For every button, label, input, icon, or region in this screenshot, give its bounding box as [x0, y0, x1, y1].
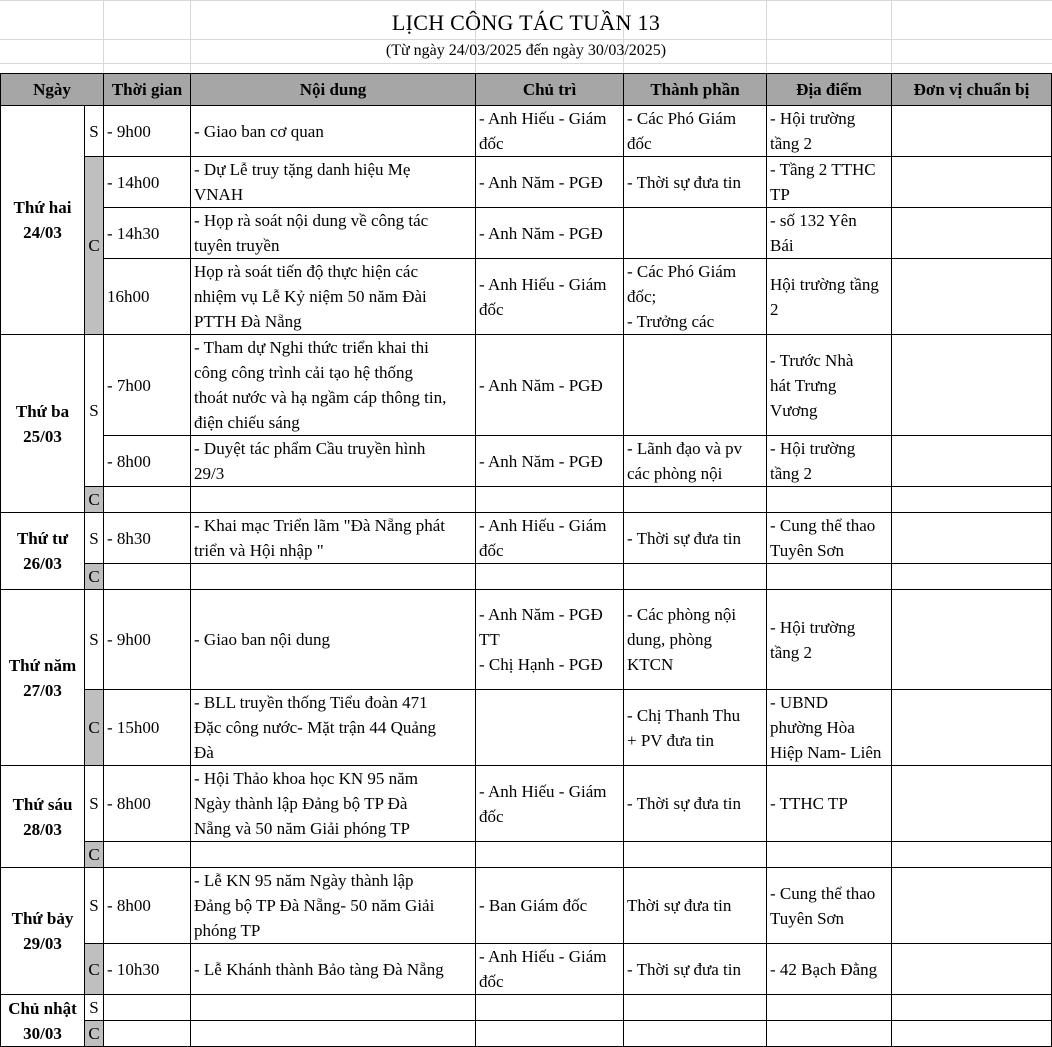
- chair-cell[interactable]: [476, 259, 624, 335]
- table-row-empty: [1, 564, 1052, 590]
- participants-line: - Lãnh đạo và pv: [627, 439, 743, 458]
- time-cell[interactable]: - 7h00: [104, 335, 191, 436]
- location-line: tầng 2: [770, 642, 813, 662]
- day-cell[interactable]: [1, 995, 85, 1047]
- chair-line: - Anh Năm - PGĐ: [479, 605, 603, 624]
- day-name: Thứ ba: [15, 401, 70, 421]
- participants-line: KTCN: [627, 655, 674, 674]
- participants-cell[interactable]: [624, 564, 767, 590]
- participants-line: - Các Phó Giám: [627, 109, 737, 128]
- gridline: [0, 39, 1052, 40]
- day-name: Thứ tư: [16, 529, 69, 548]
- content-cell[interactable]: [191, 842, 476, 868]
- table-row: [1, 766, 1052, 842]
- chair-line: TT: [479, 630, 500, 649]
- prep-cell[interactable]: [892, 995, 1052, 1021]
- participants-cell[interactable]: [624, 259, 767, 335]
- day-name: Chủ nhật: [8, 998, 77, 1018]
- day-date: 28/03: [23, 819, 62, 839]
- table-row: [1, 157, 1052, 208]
- chair-line: - Anh Hiếu - Giám: [479, 274, 607, 294]
- location-cell[interactable]: [767, 842, 892, 868]
- col-header-prep[interactable]: Đơn vị chuẩn bị: [892, 74, 1052, 106]
- content-line: thoát nước và hạ ngầm cáp thông tin,: [194, 388, 447, 407]
- day-cell[interactable]: [1, 335, 85, 513]
- time-cell[interactable]: [104, 1021, 191, 1047]
- location-cell[interactable]: [767, 208, 892, 259]
- content-cell[interactable]: [191, 259, 476, 335]
- participants-line: đốc;: [627, 287, 657, 306]
- content-line: - BLL truyền thống Tiểu đoàn 471: [194, 693, 428, 712]
- participants-line: - Thời sự đưa tin: [627, 172, 741, 192]
- chair-cell[interactable]: [476, 208, 624, 259]
- table-row-empty: [1, 487, 1052, 513]
- content-line: - Họp rà soát nội dung về công tác: [194, 211, 429, 230]
- table-row: [1, 513, 1052, 564]
- session-afternoon[interactable]: C: [85, 487, 104, 513]
- content-line: Đảng bộ TP Đà Nẵng- 50 năm Giải: [194, 896, 435, 915]
- session-morning[interactable]: S: [85, 590, 104, 690]
- table-row: [1, 590, 1052, 690]
- time-cell[interactable]: - 8h00: [104, 868, 191, 944]
- participants-line: - Thời sự đưa tin: [627, 528, 741, 548]
- location-cell[interactable]: [767, 690, 892, 766]
- chair-line: - Anh Hiếu - Giám: [479, 516, 607, 535]
- content-line: VNAH: [194, 185, 244, 204]
- session-afternoon[interactable]: C: [85, 157, 104, 335]
- session-afternoon[interactable]: C: [85, 690, 104, 766]
- prep-cell[interactable]: [892, 564, 1052, 590]
- content-line: - Lễ Khánh thành Bảo tàng Đà Nẵng: [194, 959, 444, 979]
- participants-line: - Các Phó Giám: [627, 262, 737, 281]
- table-row: [1, 259, 1052, 335]
- time-cell[interactable]: - 14h30: [104, 208, 191, 259]
- chair-line: - Anh Năm - PGĐ: [479, 172, 603, 192]
- chair-line: đốc: [479, 299, 504, 319]
- content-cell[interactable]: [191, 564, 476, 590]
- participants-cell[interactable]: [624, 487, 767, 513]
- prep-cell[interactable]: [892, 513, 1052, 564]
- content-line: công công trình cải tạo hệ thống: [194, 363, 414, 382]
- location-line: Tuyên Sơn: [770, 908, 845, 928]
- participants-cell[interactable]: [624, 106, 767, 157]
- time-cell[interactable]: - 10h30: [104, 944, 191, 995]
- location-line: Vương: [770, 400, 818, 420]
- content-cell[interactable]: [191, 335, 476, 436]
- participants-line: - Thời sự đưa tin: [627, 959, 741, 979]
- location-cell[interactable]: [767, 436, 892, 487]
- participants-line: dung, phòng: [627, 630, 712, 649]
- content-cell[interactable]: [191, 487, 476, 513]
- table-row-empty: [1, 842, 1052, 868]
- location-line: - số 132 Yên: [770, 211, 857, 230]
- location-line: hát Trưng: [770, 375, 837, 395]
- content-cell[interactable]: [191, 944, 476, 995]
- time-cell[interactable]: - 14h00: [104, 157, 191, 208]
- content-cell[interactable]: [191, 208, 476, 259]
- chair-line: - Ban Giám đốc: [479, 896, 588, 915]
- prep-cell[interactable]: [892, 436, 1052, 487]
- page-title: LỊCH CÔNG TÁC TUẦN 13: [391, 10, 661, 35]
- chair-cell[interactable]: [476, 690, 624, 766]
- chair-cell[interactable]: [476, 564, 624, 590]
- prep-cell[interactable]: [892, 944, 1052, 995]
- chair-line: - Anh Hiếu - Giám: [479, 947, 607, 966]
- content-line: - Hội Thảo khoa học KN 95 năm: [194, 769, 418, 788]
- content-line: phóng TP: [194, 921, 261, 940]
- participants-line: + PV đưa tin: [627, 730, 714, 750]
- participants-cell[interactable]: [624, 868, 767, 944]
- table-row: [1, 690, 1052, 766]
- chair-cell[interactable]: [476, 1021, 624, 1047]
- session-morning[interactable]: S: [85, 106, 104, 157]
- location-cell[interactable]: [767, 157, 892, 208]
- participants-cell[interactable]: [624, 335, 767, 436]
- chair-cell[interactable]: [476, 590, 624, 690]
- table-row: [1, 944, 1052, 995]
- time-cell[interactable]: 16h00: [104, 259, 191, 335]
- col-header-participants[interactable]: Thành phần: [624, 74, 767, 106]
- participants-cell[interactable]: [624, 590, 767, 690]
- header-row: [1, 74, 1052, 106]
- chair-cell[interactable]: [476, 106, 624, 157]
- session-afternoon[interactable]: C: [85, 944, 104, 995]
- participants-cell[interactable]: [624, 436, 767, 487]
- day-cell[interactable]: [1, 590, 85, 766]
- content-line: - Tham dự Nghi thức triển khai thi: [194, 338, 429, 357]
- prep-cell[interactable]: [892, 766, 1052, 842]
- location-line: Bái: [770, 236, 794, 255]
- session-morning[interactable]: S: [85, 868, 104, 944]
- day-date: 26/03: [23, 554, 62, 573]
- page-subtitle: (Từ ngày 24/03/2025 đến ngày 30/03/2025): [385, 42, 667, 59]
- content-line: PTTH Đà Nẵng: [194, 312, 302, 331]
- table-row: [1, 436, 1052, 487]
- location-cell[interactable]: [767, 944, 892, 995]
- location-cell[interactable]: [767, 564, 892, 590]
- content-cell[interactable]: [191, 995, 476, 1021]
- location-line: - UBND: [770, 693, 829, 712]
- location-line: - Hội trường: [770, 439, 856, 458]
- participants-cell[interactable]: [624, 690, 767, 766]
- table-row: [1, 106, 1052, 157]
- participants-line: - Chị Thanh Thu: [627, 705, 741, 725]
- chair-line: - Anh Năm - PGĐ: [479, 223, 603, 243]
- table-row-empty: [1, 1021, 1052, 1047]
- time-cell[interactable]: - 9h00: [104, 106, 191, 157]
- time-cell[interactable]: - 8h00: [104, 766, 191, 842]
- content-cell[interactable]: [191, 766, 476, 842]
- location-cell[interactable]: [767, 995, 892, 1021]
- chair-cell[interactable]: [476, 766, 624, 842]
- location-line: Tuyên Sơn: [770, 541, 845, 560]
- participants-cell[interactable]: [624, 513, 767, 564]
- content-line: - Giao ban nội dung: [194, 630, 330, 649]
- content-line: - Lễ KN 95 năm Ngày thành lập: [194, 871, 414, 890]
- participants-cell[interactable]: [624, 157, 767, 208]
- chair-line: đốc: [479, 806, 504, 826]
- day-name: Thứ hai: [13, 198, 72, 217]
- location-line: - Tầng 2 TTHC: [770, 160, 876, 179]
- content-cell[interactable]: [191, 1021, 476, 1047]
- table-row: [1, 208, 1052, 259]
- chair-cell[interactable]: [476, 157, 624, 208]
- prep-cell[interactable]: [892, 842, 1052, 868]
- day-date: 27/03: [23, 680, 62, 700]
- prep-cell[interactable]: [892, 590, 1052, 690]
- chair-line: đốc: [479, 134, 504, 153]
- chair-cell[interactable]: [476, 944, 624, 995]
- location-cell[interactable]: [767, 335, 892, 436]
- location-cell[interactable]: [767, 487, 892, 513]
- prep-cell[interactable]: [892, 157, 1052, 208]
- day-date: 24/03: [23, 223, 62, 242]
- time-cell[interactable]: - 9h00: [104, 590, 191, 690]
- location-cell[interactable]: [767, 513, 892, 564]
- participants-line: đốc: [627, 134, 652, 153]
- day-date: 25/03: [23, 426, 62, 446]
- content-line: 29/3: [194, 464, 225, 483]
- content-line: Đà: [194, 743, 214, 762]
- col-header-chair[interactable]: Chủ trì: [476, 74, 624, 106]
- content-cell[interactable]: [191, 436, 476, 487]
- participants-cell[interactable]: [624, 842, 767, 868]
- session-morning[interactable]: S: [85, 995, 104, 1021]
- day-cell[interactable]: [1, 106, 85, 335]
- content-line: Ngày thành lập Đảng bộ TP Đà: [194, 794, 408, 813]
- location-line: Hiệp Nam- Liên: [770, 743, 882, 762]
- location-line: - Cung thể thao: [770, 883, 876, 903]
- chair-line: - Anh Năm - PGĐ: [479, 375, 603, 395]
- chair-cell[interactable]: [476, 335, 624, 436]
- prep-cell[interactable]: [892, 335, 1052, 436]
- time-cell[interactable]: - 8h00: [104, 436, 191, 487]
- col-header-time[interactable]: Thời gian: [104, 74, 191, 106]
- prep-cell[interactable]: [892, 868, 1052, 944]
- day-cell[interactable]: [1, 513, 85, 590]
- prep-cell[interactable]: [892, 1021, 1052, 1047]
- table-row: [1, 868, 1052, 944]
- time-cell[interactable]: - 15h00: [104, 690, 191, 766]
- location-line: tầng 2: [770, 464, 813, 483]
- session-morning[interactable]: S: [85, 513, 104, 564]
- content-line: - Duyệt tác phẩm Cầu truyền hình: [194, 439, 426, 458]
- location-line: - Cung thể thao: [770, 516, 876, 535]
- participants-line: các phòng nội: [627, 464, 723, 483]
- col-header-day[interactable]: Ngày: [1, 74, 104, 106]
- participants-cell[interactable]: [624, 208, 767, 259]
- chair-cell[interactable]: [476, 436, 624, 487]
- time-cell[interactable]: [104, 995, 191, 1021]
- content-line: - Dự Lễ truy tặng danh hiệu Mẹ: [194, 160, 411, 179]
- location-line: Hội trường tầng: [770, 274, 879, 294]
- content-cell[interactable]: [191, 690, 476, 766]
- content-line: triển và Hội nhập ": [194, 541, 324, 560]
- chair-cell[interactable]: [476, 995, 624, 1021]
- location-line: phường Hòa: [770, 718, 855, 737]
- content-line: nhiệm vụ Lễ Kỷ niệm 50 năm Đài: [194, 287, 427, 306]
- chair-cell[interactable]: [476, 487, 624, 513]
- location-line: - 42 Bạch Đằng: [770, 959, 878, 979]
- chair-cell[interactable]: [476, 513, 624, 564]
- day-cell[interactable]: [1, 868, 85, 995]
- table-row: [1, 335, 1052, 436]
- content-line: điện chiếu sáng: [194, 413, 300, 432]
- location-cell[interactable]: [767, 106, 892, 157]
- participants-cell[interactable]: [624, 766, 767, 842]
- schedule-table: [0, 73, 1052, 1047]
- content-cell[interactable]: [191, 157, 476, 208]
- content-line: Đặc công nước- Mặt trận 44 Quảng: [194, 718, 436, 737]
- col-header-location[interactable]: Địa điểm: [767, 74, 892, 106]
- chair-line: - Anh Năm - PGĐ: [479, 451, 603, 471]
- content-line: - Giao ban cơ quan: [194, 121, 324, 141]
- gridline: [0, 63, 1052, 64]
- col-header-content[interactable]: Nội dung: [191, 74, 476, 106]
- participants-line: - Trưởng các: [627, 312, 715, 331]
- location-line: TP: [770, 185, 790, 204]
- table-row-empty: [1, 995, 1052, 1021]
- content-line: tuyên truyền: [194, 236, 280, 255]
- content-cell[interactable]: [191, 513, 476, 564]
- day-cell[interactable]: [1, 766, 85, 868]
- prep-cell[interactable]: [892, 106, 1052, 157]
- participants-line: - Thời sự đưa tin: [627, 794, 741, 813]
- day-name: Thứ sáu: [12, 794, 73, 814]
- location-line: - Trước Nhà: [770, 350, 854, 370]
- chair-line: đốc: [479, 541, 504, 560]
- content-cell[interactable]: [191, 106, 476, 157]
- session-morning[interactable]: S: [85, 766, 104, 842]
- prep-cell[interactable]: [892, 208, 1052, 259]
- prep-cell[interactable]: [892, 259, 1052, 335]
- day-date: 30/03: [23, 1023, 62, 1043]
- chair-line: - Anh Hiếu - Giám: [479, 781, 607, 801]
- participants-cell[interactable]: [624, 944, 767, 995]
- session-afternoon[interactable]: C: [85, 564, 104, 590]
- time-cell[interactable]: [104, 564, 191, 590]
- content-line: - Khai mạc Triển lãm "Đà Nẵng phát: [194, 516, 446, 535]
- time-cell[interactable]: [104, 487, 191, 513]
- prep-cell[interactable]: [892, 487, 1052, 513]
- chair-line: - Chị Hạnh - PGĐ: [479, 655, 603, 674]
- participants-cell[interactable]: [624, 995, 767, 1021]
- location-cell[interactable]: [767, 766, 892, 842]
- location-line: - Hội trường: [770, 617, 856, 637]
- chair-cell[interactable]: [476, 868, 624, 944]
- content-cell[interactable]: [191, 590, 476, 690]
- participants-line: - Các phòng nội: [627, 605, 737, 624]
- time-cell[interactable]: - 8h30: [104, 513, 191, 564]
- chair-line: đốc: [479, 972, 504, 991]
- location-cell[interactable]: [767, 1021, 892, 1047]
- day-name: Thứ năm: [8, 655, 77, 675]
- location-line: - Hội trường: [770, 109, 856, 128]
- participants-cell[interactable]: [624, 1021, 767, 1047]
- day-date: 29/03: [23, 934, 62, 953]
- day-name: Thứ bảy: [11, 909, 74, 928]
- prep-cell[interactable]: [892, 690, 1052, 766]
- location-line: tầng 2: [770, 134, 813, 153]
- chair-line: - Anh Hiếu - Giám: [479, 109, 607, 128]
- location-cell[interactable]: [767, 868, 892, 944]
- location-line: - TTHC TP: [770, 794, 848, 813]
- location-cell[interactable]: [767, 590, 892, 690]
- location-cell[interactable]: [767, 259, 892, 335]
- content-line: Họp rà soát tiến độ thực hiện các: [194, 262, 418, 281]
- time-cell[interactable]: [104, 842, 191, 868]
- participants-line: Thời sự đưa tin: [627, 896, 732, 915]
- gridline: [0, 0, 1052, 1]
- session-morning[interactable]: S: [85, 335, 104, 487]
- content-cell[interactable]: [191, 868, 476, 944]
- session-afternoon[interactable]: C: [85, 1021, 104, 1047]
- chair-cell[interactable]: [476, 842, 624, 868]
- content-line: Nẵng và 50 năm Giải phóng TP: [194, 819, 410, 838]
- session-afternoon[interactable]: C: [85, 842, 104, 868]
- location-line: 2: [770, 299, 779, 319]
